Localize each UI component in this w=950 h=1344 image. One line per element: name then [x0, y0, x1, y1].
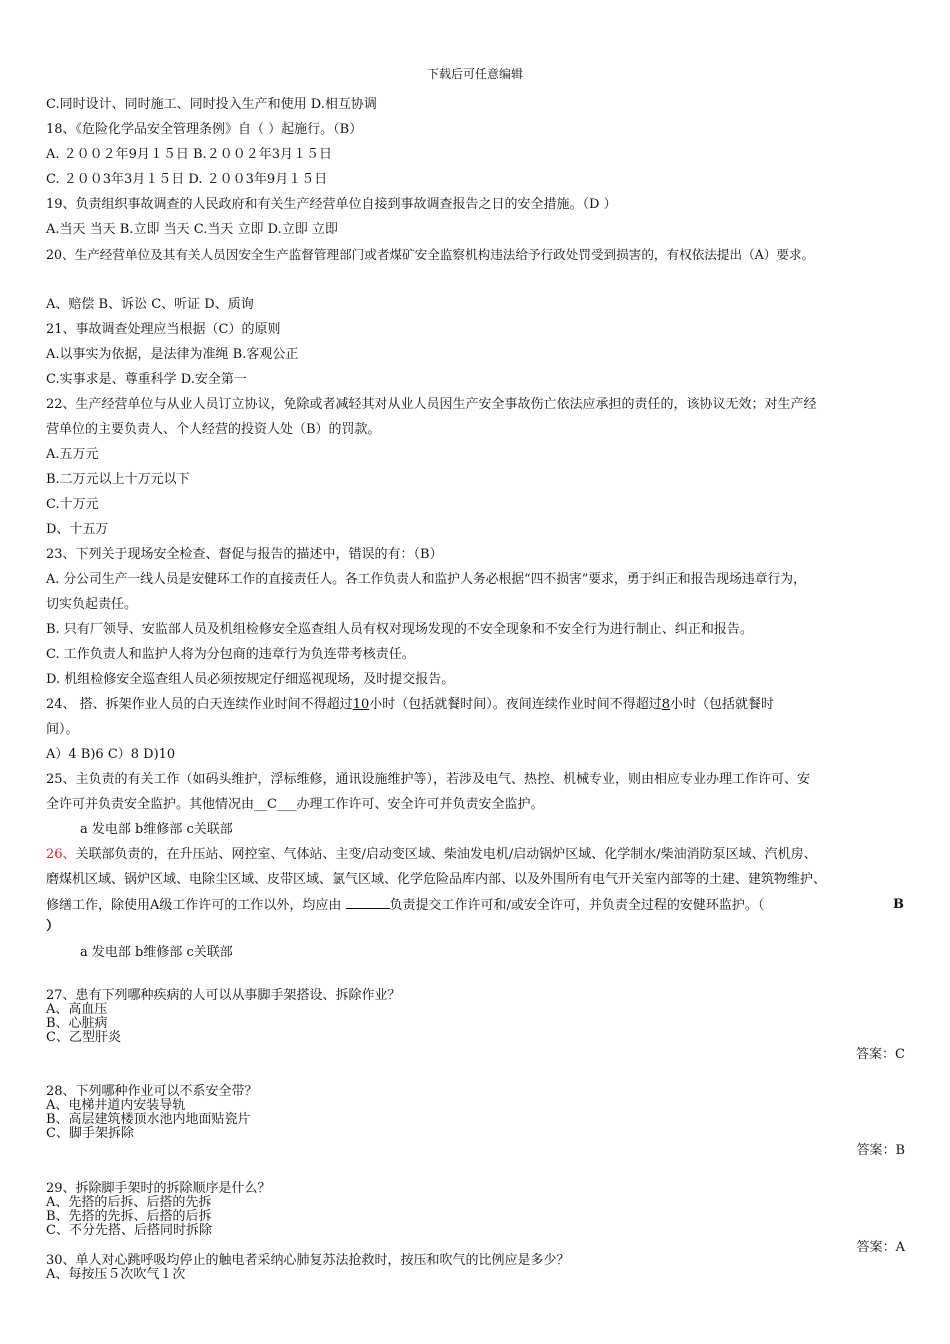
text-span: 修缮工作，除使用A级工作许可的工作以外，均应由: [46, 898, 346, 913]
question-18: 18、《危险化学品安全管理条例》自（ ）起施行。（B）: [46, 122, 363, 137]
text-line: C.同时设计、同时施工、同时投入生产和使用 D.相互协调: [46, 97, 377, 112]
question-29: 29、拆除脚手架时的拆除顺序是什么？: [46, 1181, 271, 1196]
text-line: A.当天 当天 B.立即 当天 C.当天 立即 D.立即 立即: [46, 222, 338, 237]
text-line: ）: [46, 919, 60, 934]
text-line: A. ２００２年9月１５日 B.２００２年3月１５日: [46, 147, 333, 162]
question-25: 25、主负责的有关工作（如码头维护，浮标维修，通讯设施维护等），若涉及电气、热控、机械专业，则由相应专业办理工作许可、安: [46, 772, 811, 787]
question-19: 19、负责组织事故调查的人民政府和有关生产经营单位自接到事故调查报告之日的安全措施。（D ）: [46, 197, 617, 212]
question-22: 22、生产经营单位与从业人员订立协议，免除或者减轻其对从业人员因生产安全事故伤亡依法应承担的责任的，该协议无效；对生产经: [46, 397, 817, 412]
text-line: B.二万元以上十万元以下: [46, 472, 190, 487]
underlined-value: 8: [661, 697, 671, 712]
option-c: C、不分先搭、后搭同时拆除: [46, 1223, 212, 1238]
text-line: [46, 896, 764, 914]
answer-28: 答案：B: [856, 1143, 905, 1158]
option-a: A、高血压: [46, 1002, 108, 1017]
fill-blank: [346, 896, 390, 909]
text-line: B. 只有厂领导、安监部人员及机组检修安全巡查组人员有权对现场发现的不安全现象和不安全行为进行制止、纠正和报告。: [46, 622, 753, 637]
text-line: C. ２００3年3月１５日 D. ２００3年9月１５日: [46, 172, 328, 187]
page-header: 下载后可任意编辑: [426, 67, 523, 81]
question-26: [46, 846, 817, 863]
text-span: 小时（包括就餐时间）。夜间连续作业时间不得超过: [369, 697, 662, 712]
text-line: A. 分公司生产一线人员是安健环工作的直接责任人。各工作负责人和监护人务必根据“四不损害”要求，勇于纠正和报告现场违章行为，: [46, 572, 806, 587]
question-28: 28、下列哪种作业可以不系安全带？: [46, 1084, 258, 1099]
text-line: 切实负起责任。: [46, 597, 138, 612]
option-a: A、电梯井道内安装导轨: [46, 1098, 186, 1113]
answer-27: 答案：C: [856, 1047, 905, 1062]
text-line: A）4 B)6 C）8 D)10: [46, 747, 176, 762]
question-21: 21、事故调查处理应当根据（C）的原则: [46, 322, 281, 337]
text-span: 负责提交工作许可和/或安全许可，并负责全过程的安健环监护。（: [389, 898, 765, 913]
text-line: C.实事求是、尊重科学 D.安全第一: [46, 372, 247, 387]
text-line: A.五万元: [46, 447, 99, 462]
answer-letter: B: [893, 897, 904, 912]
option-b: B、先搭的先拆、后搭的后拆: [46, 1209, 212, 1224]
question-number: 26、: [46, 847, 76, 862]
underlined-value: 10: [352, 697, 370, 712]
text-span: 关联部负责的，在升压站、网控室、气体站、主变/启动变区域、柴油发电机/启动锅炉区域、化学制水/柴油消防泵区域、汽机房、: [75, 847, 817, 862]
option-a: A、每按压５次吹气１次: [46, 1267, 186, 1282]
question-27: 27、患有下列哪种疾病的人可以从事脚手架搭设、拆除作业？: [46, 988, 401, 1003]
option-c: C、脚手架拆除: [46, 1126, 134, 1141]
option-a: A、先搭的后拆、后搭的先拆: [46, 1195, 212, 1210]
text-line: A.以事实为依据，是法律为准绳 B.客观公正: [46, 347, 299, 362]
options-line: a 发电部 b维修部 c关联部: [80, 945, 233, 960]
options-line: a 发电部 b维修部 c关联部: [80, 822, 233, 837]
text-line: 磨煤机区域、锅炉区域、电除尘区域、皮带区域、氯气区域、化学危险品库内部、以及外围所有电气开关室内部等的土建、建筑物维护、: [46, 872, 827, 887]
text-line: C.十万元: [46, 497, 99, 512]
text-line: A、赔偿 B、诉讼 C、听证 D、质询: [46, 297, 254, 312]
text-line: D. 机组检修安全巡查组人员必须按规定仔细巡视现场，及时提交报告。: [46, 672, 455, 687]
text-span: 小时（包括就餐时: [670, 697, 775, 712]
question-20: 20、生产经营单位及其有关人员因安全生产监督管理部门或者煤矿安全监察机构违法给予行政处罚受到损害的，有权依法提出（A）要求。: [46, 247, 815, 262]
option-b: B、高层建筑楼顶水池内地面贴瓷片: [46, 1112, 251, 1127]
answer-29: 答案：A: [856, 1240, 905, 1255]
text-span: 24、 搭、拆架作业人员的白天连续作业时间不得超过: [46, 697, 353, 712]
question-23: 23、下列关于现场安全检查、督促与报告的描述中，错误的有：（B）: [46, 547, 443, 562]
option-b: B、心脏病: [46, 1016, 108, 1031]
text-line: C. 工作负责人和监护人将为分包商的违章行为负连带考核责任。: [46, 647, 415, 662]
option-c: C、乙型肝炎: [46, 1030, 121, 1045]
text-line: 全许可并负责安全监护。其他情况由__C___办理工作许可、安全许可并负责安全监护。: [46, 797, 544, 812]
question-24: [46, 696, 774, 713]
question-30: 30、单人对心跳呼吸均停止的触电者采纳心肺复苏法抢救时，按压和吹气的比例应是多少？: [46, 1253, 570, 1268]
text-line: D、十五万: [46, 522, 109, 537]
text-line: 间）。: [46, 722, 79, 737]
text-line: 营单位的主要负责人、个人经营的投资人处（B）的罚款。: [46, 422, 381, 437]
